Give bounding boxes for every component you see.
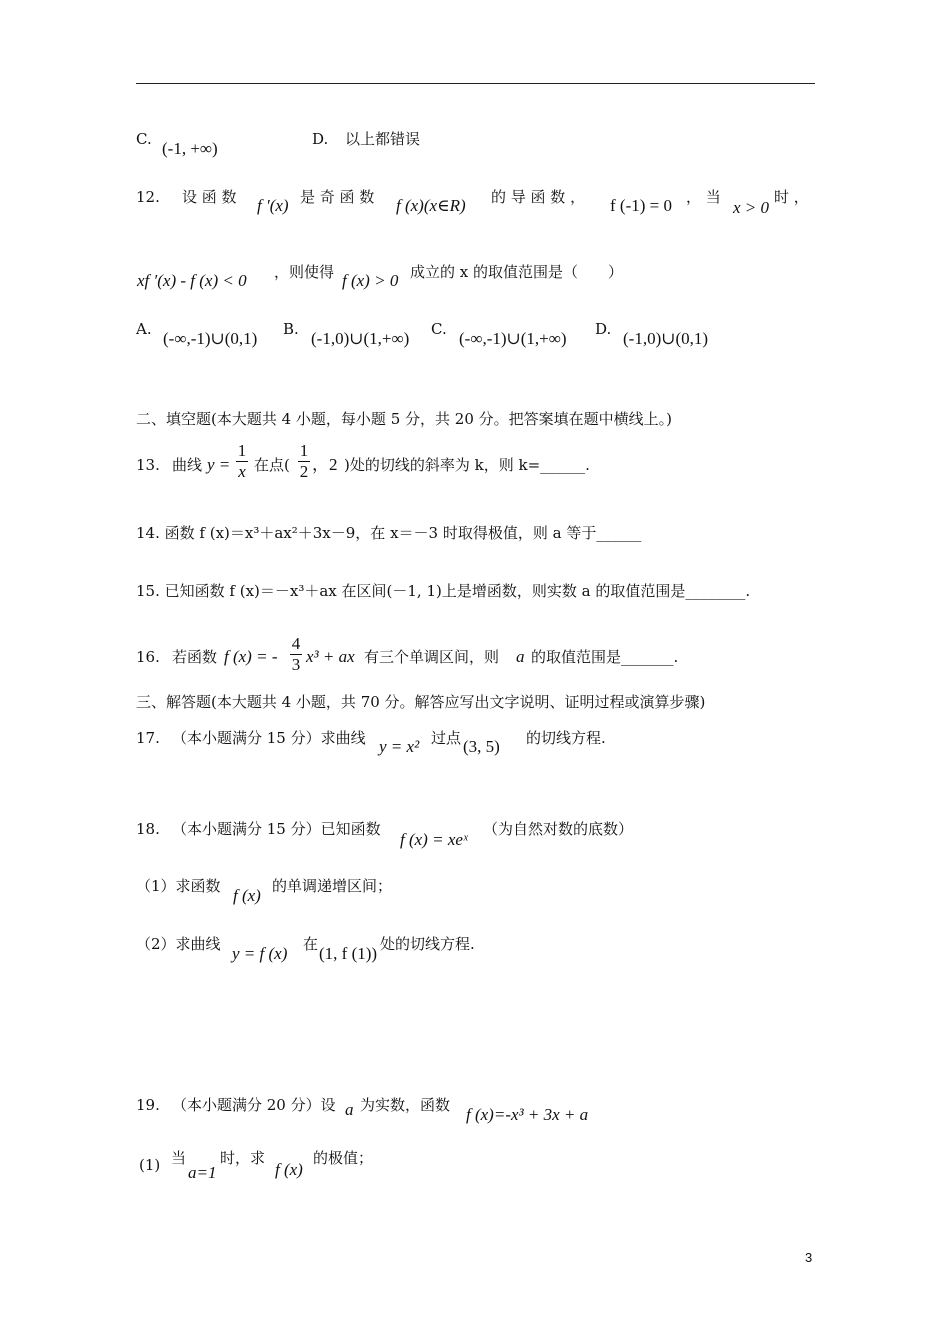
q18-math-function: f (x) = xeˣ: [400, 830, 468, 849]
q13-fraction-2-numerator: 1: [299, 441, 309, 460]
q19-part-1-text-2: 时，求: [220, 1149, 266, 1167]
q12-text-2: 是 奇 函 数: [300, 188, 375, 206]
q12-text-1: 设 函 数: [182, 188, 237, 206]
q17-math-point: (3, 5): [463, 737, 500, 756]
q12-math-derivative: f ′(x): [257, 196, 289, 215]
q17-text-3: 的切线方程.: [526, 729, 606, 747]
q12-text-7: 成立的 x 的取值范围是（ ）: [410, 263, 623, 281]
q12-option-a-label: A.: [136, 320, 152, 338]
q16-text-3: 的取值范围是_______.: [531, 648, 679, 666]
q17-math-curve: y = x²: [379, 737, 420, 756]
q11-option-c-value: (-1, +∞): [162, 139, 218, 158]
q16-text-2: 有三个单调区间，则: [364, 648, 500, 666]
q18-part-1-math: f (x): [233, 886, 261, 905]
q13-number: 13.: [136, 456, 160, 474]
section-2-heading: 二、填空题(本大题共 4 小题，每小题 5 分，共 20 分。把答案填在题中横线上。): [136, 410, 672, 428]
q17-text-2: 过点: [431, 729, 462, 747]
q13-text-2: 在点(: [254, 456, 290, 474]
section-3-heading: 三、解答题(本大题共 4 小题，共 70 分。解答应写出文字说明、证明过程或演算步骤): [136, 693, 706, 711]
q18-part-2-text-1: 在: [303, 935, 319, 953]
q13-math-point: ，2: [312, 455, 338, 474]
q12-math-function: f (x)(x∈R): [396, 196, 466, 215]
q19-text-2: 为实数，函数: [360, 1096, 451, 1114]
q16-math-terms: x³ + ax: [306, 647, 355, 666]
q16-fraction-denominator: 3: [291, 655, 301, 674]
q16-math-a: a: [516, 647, 525, 666]
q12-option-d-label: D.: [595, 320, 612, 338]
q19-part-1-math-2: f (x): [275, 1160, 303, 1179]
q18-part-1-label: （1）求函数: [136, 877, 221, 895]
q18-part-2-math-2: (1, f (1)): [319, 944, 378, 963]
q13-fraction-1-numerator: 1: [237, 441, 247, 460]
q17-number: 17.: [136, 729, 160, 747]
q19-text-1: （本小题满分 20 分）设: [172, 1096, 336, 1114]
q13-math-y: y =: [207, 455, 231, 474]
q12-option-b-label: B.: [283, 320, 299, 338]
q18-text-1: （本小题满分 15 分）已知函数: [172, 820, 381, 838]
q11-option-d-value: 以上都错误: [345, 130, 421, 148]
q18-part-2-math-1: y = f (x): [232, 944, 288, 963]
q12-text-5: 时 ，: [774, 188, 809, 206]
q18-text-2: （为自然对数的底数）: [483, 820, 634, 838]
q18-part-1-text: 的单调递增区间；: [272, 877, 393, 895]
q17-text-1: （本小题满分 15 分）求曲线: [172, 729, 366, 747]
q13-fraction-1-denominator: x: [236, 461, 248, 482]
q12-math-value: f (-1) = 0: [610, 196, 672, 215]
q18-part-2-label: （2）求曲线: [136, 935, 221, 953]
header-rule: [136, 83, 815, 84]
q11-option-c-label: C.: [136, 130, 152, 148]
q16-math-f: f (x) = -: [224, 647, 278, 666]
q12-option-a: (-∞,-1)∪(0,1): [163, 329, 258, 348]
q19-math-function: f (x)=-x³ + 3x + a: [466, 1105, 589, 1124]
q16-fraction: [290, 634, 302, 675]
q12-math-inequality: xf ′(x) - f (x) < 0: [137, 271, 247, 290]
q12-math-positive: f (x) > 0: [342, 271, 399, 290]
q18-part-2-text-2: 处的切线方程.: [380, 935, 475, 953]
q11-option-d-label: D.: [312, 130, 329, 148]
q19-math-a: a: [345, 1100, 354, 1119]
q12-math-condition: x > 0: [733, 198, 770, 217]
page-number: 3: [805, 1250, 813, 1265]
q13-text-3: )处的切线的斜率为 k，则 k=______.: [344, 456, 590, 474]
q16-number: 16.: [136, 648, 160, 666]
q12-option-c-label: C.: [431, 320, 447, 338]
q12-text-6: ，则使得: [274, 263, 335, 281]
q14-text: 14. 函数 f (x)＝x³＋ax²＋3x－9，在 x＝－3 时取得极值，则 a 等于______: [136, 524, 642, 542]
q12-text-4: ， 当: [686, 188, 721, 206]
q19-part-1-label: (1): [139, 1156, 161, 1174]
q13-fraction-2: [298, 441, 310, 482]
q13-fraction-2-denominator: 2: [299, 462, 309, 481]
q12-text-3: 的 导 函 数 ，: [491, 188, 586, 206]
q13-text-1: 曲线: [172, 456, 203, 474]
q13-fraction-1: [236, 441, 248, 482]
q19-number: 19.: [136, 1096, 160, 1114]
q19-part-1-text-1: 当: [171, 1149, 187, 1167]
q18-number: 18.: [136, 820, 160, 838]
q12-option-c: (-∞,-1)∪(1,+∞): [459, 329, 567, 348]
q12-option-d: (-1,0)∪(0,1): [623, 329, 709, 348]
q19-part-1-text-3: 的极值；: [313, 1149, 374, 1167]
q16-fraction-numerator: 4: [291, 634, 301, 653]
q12-option-b: (-1,0)∪(1,+∞): [311, 329, 410, 348]
q16-text-1: 若函数: [172, 648, 218, 666]
q12-number: 12.: [136, 188, 160, 206]
q15-text: 15. 已知函数 f (x)＝－x³＋ax 在区间(－1, 1)上是增函数，则实数 a 的取值范围是________.: [136, 582, 751, 600]
q19-part-1-math-1: a=1: [188, 1163, 217, 1182]
